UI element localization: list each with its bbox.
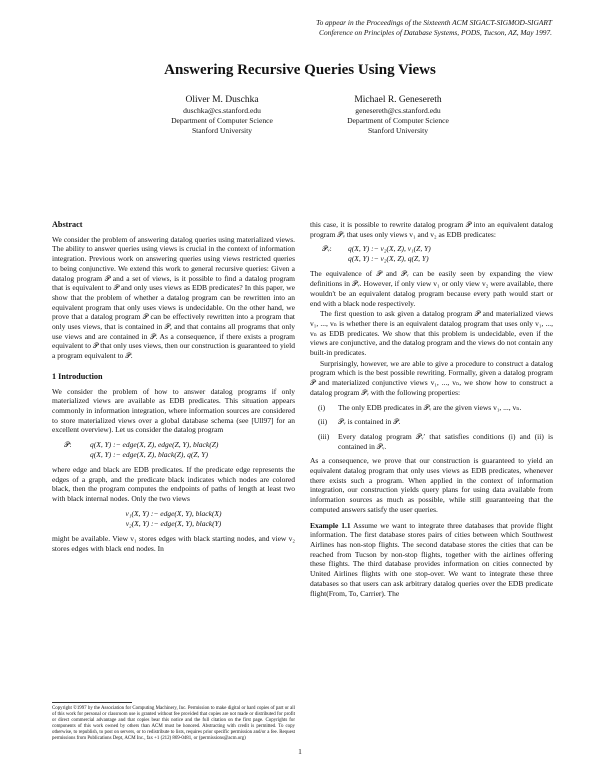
- page-number: 1: [298, 747, 302, 756]
- footnote-divider: [52, 702, 132, 703]
- author-email: genesereth@cs.stanford.edu: [355, 106, 441, 115]
- author-university: Stanford University: [191, 126, 253, 135]
- intro-paragraph-2: where edge and black are EDB predicates. If the predicate edge represents the edges of a graph, and the predicate black indicates which nodes are colored black, then the program computes the endpoints of paths of length at least two with black internal nodes. Only the two views: [52, 465, 295, 504]
- left-column: [52, 220, 295, 554]
- property-number: (iii): [318, 431, 330, 441]
- copyright-notice: Copyright ©1997 by the Association for Computing Machinery, Inc. Permission to make digital or hard copies of part or all of this work for personal or classroom use is granted without fee provided that copies are not made or distributed for profit or direct commercial advantage and that copies bear this notice and the full citation on the first page. Copyrights for components of this work owned by others than ACM must be honored. Abstracting with credit is permitted. To copy otherwise, to republish, to post on servers, or to redistribute to lists, requires prior specific permission and/or a fee. Request permissions from Publications Dept, ACM Inc., fax +1 (212) 869-0481, or (permissions@acm.org): [52, 706, 295, 742]
- author-university: Stanford University: [367, 126, 429, 135]
- venue-line-2: Conference on Principles of Database Systems, PODS, Tucson, AZ, May 1997.: [319, 28, 552, 37]
- property-number: (ii): [318, 417, 328, 427]
- intro-paragraph-1: We consider the problem of how to answer datalog programs if only materialized views are available as EDB predicates. This situation appears commonly in information integration, where information sources are considered to store materialized views over a global database schema (see [Ull97] for an excellent overview). Let us consider the datalog program: [52, 386, 295, 435]
- program-pv-rule-2: q(X, Y) :− v₂(X, Z), q(Z, Y): [348, 254, 429, 264]
- paper-title: Answering Recursive Queries Using Views: [164, 62, 436, 78]
- intro-paragraph-3: might be available. View v₁ stores edges with black starting nodes, and view v₂ stores edges with black end nodes. In: [52, 533, 295, 553]
- program-rule-1: q(X, Y) :− edge(X, Z), edge(Z, Y), black(Z): [90, 440, 219, 450]
- program-pv: [322, 244, 553, 264]
- program-pv-label: 𝒫ᵥ:: [322, 244, 332, 254]
- right-paragraph-5: As a consequence, we prove that our construction is guaranteed to yield an equivalent datalog program that only uses views as EDB predicates, whenever there exists such a program. When applied in the context of information integration, our construction yields query plans for using data available from information sources as much as possible, while still guaranteeing that the computed answers satisfy the user queries.: [310, 456, 553, 514]
- right-paragraph-1: this case, it is possible to rewrite datalog program 𝒫 into an equivalent datalog program 𝒫ᵥ that uses only views v₁ and v₂ as EDB predicates:: [310, 220, 553, 239]
- property-number: (i): [318, 402, 326, 412]
- venue-note: [172, 18, 552, 38]
- author-name: Michael R. Genesereth: [354, 95, 442, 105]
- property-text: Every datalog program 𝒫ᵥ′ that satisfies conditions (i) and (ii) is contained in 𝒫ᵥ.: [338, 431, 553, 451]
- author-dept: Department of Computer Science: [347, 116, 449, 125]
- right-paragraph-3: The first question to ask given a datalog program 𝒫 and materialized views v₁, ..., vₙ is whether there is an equivalent datalog program that uses only v₁, ..., vₙ as EDB predicates. We show that this problem is undecidable, even if the views are conjunctive, and the datalog program and the views do not contain any built-in predicates.: [310, 309, 553, 358]
- view-definitions: [52, 509, 295, 529]
- program-pv-rule-1: q(X, Y) :− v₂(X, Z), v₁(Z, Y): [348, 244, 431, 254]
- example-text: Assume we want to integrate three databases that provide flight information. The first database stores pairs of cities between which Southwest Airlines has non-stop flights. The second database stores the cities that can be reached from Tucson by non-stop flights, together with the airlines offering these flights. The third database provides information on cities connected by United Airlines flights with one stop-over. We want to integrate these three databases so that users can ask arbitrary datalog queries over the EDB predicate flight(From, To, Carrier). The: [310, 520, 553, 598]
- property-text: 𝒫ᵥ is contained in 𝒫.: [338, 417, 401, 427]
- right-paragraph-2: The equivalence of 𝒫 and 𝒫ᵥ can be easily seen by expanding the view definitions in 𝒫ᵥ. However, if only view v₁ or only view v₂ were available, there wouldn't be an equivalent datalog program because every path would start or end with a black node respectively.: [310, 269, 553, 308]
- right-column: [310, 220, 553, 599]
- program-label: 𝒫:: [64, 440, 72, 450]
- property-item: [318, 417, 553, 427]
- author-block-2: [298, 94, 498, 136]
- program-rule-2: q(X, Y) :− edge(X, Z), black(Z), q(Z, Y): [90, 450, 208, 460]
- example-heading: Example 1.1: [310, 520, 351, 530]
- author-block-1: [122, 94, 322, 136]
- view-v1: v₁(X, Y) :− edge(X, Y), black(X): [125, 508, 222, 518]
- program-p: [64, 440, 295, 460]
- property-item: [318, 403, 553, 413]
- author-email: duschka@cs.stanford.edu: [183, 106, 261, 115]
- property-item: [318, 432, 553, 451]
- venue-line-1: To appear in the Proceedings of the Sixteenth ACM SIGACT-SIGMOD-SIGART: [316, 18, 552, 27]
- section-heading-introduction: 1 Introduction: [52, 371, 103, 381]
- abstract-text: We consider the problem of answering datalog queries using materialized views. The ability to answer queries using views is crucial in the context of information integration. Previous work on answering queries using views restricted queries to being conjunctive. We extend this work to general recursive queries: Given a datalog program 𝒫 and a set of views, is it possible to find a datalog program that is equivalent to 𝒫 and only uses views as EDB predicates? In this paper, we show that the problem of whether a datalog program can be rewritten into an equivalent program that only uses views is undecidable. On the other hand, we prove that a datalog program 𝒫 can be effectively rewritten into a program that only uses views, that is contained in 𝒫, and that contains all programs that only use views and are contained in 𝒫. As a consequence, if there exists a program equivalent to 𝒫 that only uses views, then our construction is guaranteed to yield a program equivalent to 𝒫.: [52, 234, 295, 361]
- right-paragraph-4: Surprisingly, however, we are able to give a procedure to construct a datalog program which is the best possible rewriting. Formally, given a datalog program 𝒫 and materialized conjunctive views v₁, ..., vₙ, we show how to construct a datalog program 𝒫ᵥ with the following properties:: [310, 358, 553, 397]
- abstract-heading: Abstract: [52, 220, 83, 229]
- view-v2: v₂(X, Y) :− edge(X, Y), black(Y): [125, 518, 222, 528]
- property-text: The only EDB predicates in 𝒫ᵥ are the given views v₁, ..., vₙ.: [338, 402, 522, 412]
- example-paragraph: [310, 521, 553, 599]
- author-name: Oliver M. Duschka: [185, 95, 259, 105]
- author-dept: Department of Computer Science: [171, 116, 273, 125]
